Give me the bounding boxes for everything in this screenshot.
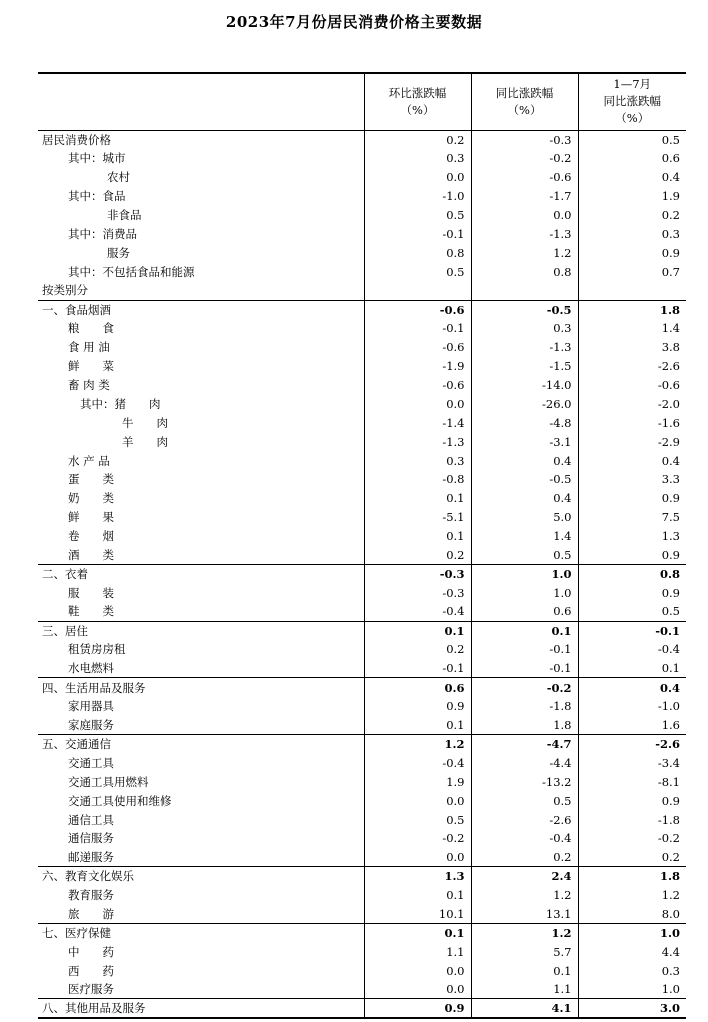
table-row [38,243,686,262]
row-label-cell [38,187,364,206]
value-yoy: -0.1 [471,659,578,678]
header-item-column [38,73,364,130]
header-ytd [578,73,686,130]
value-mom: 1.2 [364,735,471,754]
value-mom: -0.2 [364,829,471,848]
value-mom: -0.1 [364,224,471,243]
row-label: 农村 [107,170,130,185]
row-label: 医疗服务 [68,982,114,997]
row-label: 通信服务 [68,831,114,846]
value-mom: -0.8 [364,470,471,489]
row-label: 居民消费价格 [42,132,111,147]
row-label-cell [38,546,364,565]
value-ytd: 0.5 [578,130,686,149]
value-yoy: -0.3 [471,130,578,149]
value-yoy: -13.2 [471,772,578,791]
value-mom: 0.5 [364,810,471,829]
header-mom-line1: 环比涨跌幅 [388,85,447,100]
value-mom: 0.1 [364,489,471,508]
value-yoy: -0.2 [471,678,578,697]
value-mom: -1.9 [364,357,471,376]
value-ytd: 0.2 [578,206,686,225]
row-label-cell [38,149,364,168]
row-label: 七、医疗保健 [42,926,111,941]
table-row [38,394,686,413]
value-mom: -0.1 [364,659,471,678]
row-label-cell [38,678,364,697]
value-mom: 0.0 [364,168,471,187]
row-label: 服 装 [68,585,114,600]
table-row [38,470,686,489]
value-ytd: 0.9 [578,791,686,810]
value-mom: 0.5 [364,206,471,225]
table-row [38,149,686,168]
value-ytd: -2.0 [578,394,686,413]
value-mom: -5.1 [364,508,471,527]
row-label-cell [38,753,364,772]
value-yoy: 0.1 [471,961,578,980]
value-ytd: 0.4 [578,678,686,697]
row-label: 卷 烟 [68,529,114,544]
value-ytd: -8.1 [578,772,686,791]
header-ytd-line3: （%） [615,111,650,126]
table-row [38,659,686,678]
value-ytd: 1.3 [578,527,686,546]
table-row [38,224,686,243]
table-row [38,281,686,300]
row-label-cell [38,905,364,924]
row-label: 教育服务 [68,888,114,903]
value-ytd: -0.6 [578,376,686,395]
value-mom: 0.0 [364,848,471,867]
value-yoy: 0.6 [471,602,578,621]
value-mom: 0.5 [364,262,471,281]
row-label-cell [38,376,364,395]
value-ytd: -0.1 [578,621,686,640]
value-yoy: 0.8 [471,262,578,281]
value-yoy: -0.6 [471,168,578,187]
row-label-cell [38,867,364,886]
table-row [38,206,686,225]
value-ytd: 0.4 [578,168,686,187]
value-yoy: -4.4 [471,753,578,772]
row-label: 交通工具使用和维修 [68,793,172,808]
table-row [38,583,686,602]
table-row [38,262,686,281]
value-yoy: 5.0 [471,508,578,527]
value-yoy: -26.0 [471,394,578,413]
row-label-cell [38,621,364,640]
value-ytd: -2.6 [578,357,686,376]
value-yoy: 1.8 [471,716,578,735]
value-yoy: -0.5 [471,300,578,319]
header-yoy-line1: 同比涨跌幅 [495,85,554,100]
value-mom: 1.9 [364,772,471,791]
table-row [38,735,686,754]
value-mom: 0.0 [364,394,471,413]
row-label-cell [38,886,364,905]
value-yoy: 0.2 [471,848,578,867]
value-ytd: 4.4 [578,942,686,961]
value-yoy: 0.5 [471,546,578,565]
value-mom: 0.2 [364,130,471,149]
value-mom: 10.1 [364,905,471,924]
value-ytd: 0.8 [578,564,686,583]
row-label-cell [38,224,364,243]
value-yoy: -1.3 [471,338,578,357]
table-row [38,376,686,395]
row-label-cell [38,432,364,451]
value-yoy: 0.5 [471,791,578,810]
row-label: 粮 食 [68,321,114,336]
row-label: 酒 类 [68,547,114,562]
header-mom [364,73,471,130]
value-mom: 0.1 [364,923,471,942]
value-mom: 1.1 [364,942,471,961]
row-label-cell [38,508,364,527]
value-mom: 0.6 [364,678,471,697]
value-ytd: 3.8 [578,338,686,357]
header-yoy-line2: （%） [507,102,542,117]
value-ytd: -3.4 [578,753,686,772]
value-ytd: 3.3 [578,470,686,489]
table-header [38,73,686,130]
table-row [38,621,686,640]
value-yoy: -4.8 [471,413,578,432]
table-row [38,357,686,376]
row-label: 其中：不包括食品和能源 [68,264,195,279]
row-label: 水 产 品 [68,453,110,468]
value-mom: -0.6 [364,338,471,357]
row-label: 非食品 [107,208,142,222]
table-row [38,130,686,149]
value-ytd: 0.7 [578,262,686,281]
table-row [38,848,686,867]
value-ytd: 0.9 [578,489,686,508]
row-label-cell [38,300,364,319]
row-label-cell [38,394,364,413]
table-row [38,413,686,432]
row-label: 三、居住 [42,623,88,638]
table-row [38,640,686,659]
value-mom: 0.3 [364,149,471,168]
row-label: 水电燃料 [68,661,114,676]
value-mom: -1.0 [364,187,471,206]
value-yoy: 4.1 [471,999,578,1019]
row-label: 交通工具 [68,755,114,770]
table-row [38,942,686,961]
header-ytd-line1: 1—7月 [613,77,652,92]
value-yoy: -4.7 [471,735,578,754]
row-label: 旅 游 [68,906,114,921]
value-ytd: 1.8 [578,300,686,319]
value-mom [364,281,471,300]
row-label-cell [38,659,364,678]
row-label-cell [38,602,364,621]
value-mom: 0.9 [364,697,471,716]
row-label: 八、其他用品及服务 [42,1001,146,1016]
table-row [38,999,686,1019]
table-row [38,791,686,810]
row-label-cell [38,697,364,716]
value-ytd: 1.8 [578,867,686,886]
row-label: 交通工具用燃料 [68,774,149,789]
table-row [38,753,686,772]
cpi-table [38,72,686,1019]
row-label-cell [38,338,364,357]
value-ytd: -1.8 [578,810,686,829]
table-row [38,772,686,791]
value-mom: 0.1 [364,886,471,905]
row-label: 五、交通通信 [42,737,111,752]
row-label-cell [38,413,364,432]
row-label: 其中：猪 肉 [80,396,161,411]
value-ytd: 7.5 [578,508,686,527]
value-ytd: 1.9 [578,187,686,206]
value-mom: -0.3 [364,583,471,602]
value-mom: 0.3 [364,451,471,470]
row-label-cell [38,564,364,583]
value-mom: 0.2 [364,640,471,659]
row-label: 租赁房房租 [68,642,126,657]
value-yoy: -1.3 [471,224,578,243]
value-mom: 0.1 [364,527,471,546]
value-yoy: 0.4 [471,451,578,470]
row-label: 中 药 [68,944,114,959]
row-label: 按类别分 [42,283,88,298]
row-label-cell [38,470,364,489]
row-label-cell [38,735,364,754]
table-row [38,678,686,697]
row-label-cell [38,772,364,791]
value-mom: 0.1 [364,621,471,640]
table-row [38,432,686,451]
row-label-cell [38,206,364,225]
value-ytd: 1.4 [578,319,686,338]
value-yoy: -1.7 [471,187,578,206]
value-mom: 1.3 [364,867,471,886]
value-yoy: -0.1 [471,640,578,659]
value-yoy [471,281,578,300]
value-ytd: -2.9 [578,432,686,451]
table-row [38,451,686,470]
table-row [38,980,686,999]
value-yoy: -2.6 [471,810,578,829]
value-yoy: 13.1 [471,905,578,924]
row-label-cell [38,980,364,999]
value-ytd: 0.9 [578,583,686,602]
value-yoy: 1.2 [471,886,578,905]
row-label-cell [38,130,364,149]
value-yoy: -0.2 [471,149,578,168]
table-row [38,546,686,565]
value-yoy: 0.3 [471,319,578,338]
table-row [38,829,686,848]
value-mom: -0.4 [364,753,471,772]
row-label-cell [38,168,364,187]
value-ytd: 0.2 [578,848,686,867]
value-ytd: 1.2 [578,886,686,905]
table-row [38,602,686,621]
row-label: 其中：食品 [68,189,126,204]
value-yoy: 1.2 [471,243,578,262]
value-yoy: 2.4 [471,867,578,886]
row-label-cell [38,961,364,980]
row-label-cell [38,357,364,376]
row-label-cell [38,451,364,470]
table-row [38,886,686,905]
value-yoy: 1.1 [471,980,578,999]
value-mom: 0.2 [364,546,471,565]
row-label: 羊 肉 [122,434,168,449]
value-mom: -0.4 [364,602,471,621]
value-yoy: 1.0 [471,564,578,583]
value-yoy: -0.5 [471,470,578,489]
value-ytd: -1.6 [578,413,686,432]
table-row [38,905,686,924]
value-yoy: 5.7 [471,942,578,961]
row-label: 其中：消费品 [68,226,137,241]
value-ytd: 0.5 [578,602,686,621]
value-ytd: 0.1 [578,659,686,678]
row-label: 奶 类 [68,491,114,506]
row-label: 鲜 菜 [68,359,114,374]
value-ytd: -0.2 [578,829,686,848]
row-label-cell [38,999,364,1019]
row-label-cell [38,281,364,300]
table-row [38,489,686,508]
value-ytd: -1.0 [578,697,686,716]
value-yoy: -0.4 [471,829,578,848]
value-ytd: 0.9 [578,243,686,262]
row-label: 六、教育文化娱乐 [42,869,134,884]
value-yoy: -3.1 [471,432,578,451]
table-row [38,527,686,546]
value-ytd [578,281,686,300]
row-label-cell [38,583,364,602]
value-ytd: 0.4 [578,451,686,470]
row-label: 一、食品烟酒 [42,302,111,317]
value-mom: -1.4 [364,413,471,432]
value-ytd: 0.3 [578,224,686,243]
table-row [38,923,686,942]
row-label: 其中：城市 [68,151,126,166]
row-label: 邮递服务 [68,850,114,865]
row-label-cell [38,810,364,829]
header-ytd-line2: 同比涨跌幅 [603,94,661,109]
value-yoy: 0.4 [471,489,578,508]
table-row [38,187,686,206]
row-label: 家用器具 [68,699,114,714]
value-mom: 0.8 [364,243,471,262]
value-ytd: 0.3 [578,961,686,980]
row-label-cell [38,640,364,659]
table-body [38,130,686,1018]
row-label-cell [38,319,364,338]
row-label: 蛋 类 [68,472,114,487]
row-label: 通信工具 [68,812,114,827]
page-title: 2023年7月份居民消费价格主要数据 [225,13,483,31]
row-label-cell [38,489,364,508]
header-row [38,73,686,130]
table-row [38,338,686,357]
table-row [38,697,686,716]
row-label: 西 药 [68,963,114,978]
table-row [38,508,686,527]
header-mom-line2: （%） [400,102,435,117]
value-ytd: 1.6 [578,716,686,735]
value-ytd: 3.0 [578,999,686,1019]
value-mom: 0.9 [364,999,471,1019]
table-row [38,319,686,338]
value-ytd: -0.4 [578,640,686,659]
row-label-cell [38,848,364,867]
row-label: 食 用 油 [68,340,110,355]
value-yoy: -1.8 [471,697,578,716]
value-mom: -0.1 [364,319,471,338]
row-label: 家庭服务 [68,717,114,732]
value-ytd: 0.9 [578,546,686,565]
row-label-cell [38,262,364,281]
table-row [38,564,686,583]
table-row [38,867,686,886]
value-yoy: 1.0 [471,583,578,602]
row-label-cell [38,716,364,735]
row-label: 鞋 类 [68,604,114,619]
row-label-cell [38,527,364,546]
row-label: 鲜 果 [68,510,114,525]
value-mom: -1.3 [364,432,471,451]
value-ytd: 1.0 [578,980,686,999]
value-yoy: -1.5 [471,357,578,376]
value-yoy: -14.0 [471,376,578,395]
row-label-cell [38,829,364,848]
value-ytd: 8.0 [578,905,686,924]
row-label-cell [38,942,364,961]
table-row [38,300,686,319]
row-label: 畜 肉 类 [68,378,110,393]
row-label: 四、生活用品及服务 [42,680,146,695]
value-yoy: 0.1 [471,621,578,640]
table-row [38,168,686,187]
value-mom: 0.0 [364,791,471,810]
value-mom: -0.6 [364,300,471,319]
row-label-cell [38,243,364,262]
table-row [38,961,686,980]
value-ytd: 0.6 [578,149,686,168]
value-mom: -0.3 [364,564,471,583]
value-ytd: -2.6 [578,735,686,754]
row-label-cell [38,791,364,810]
table-row [38,810,686,829]
row-label-cell [38,923,364,942]
value-mom: 0.0 [364,980,471,999]
row-label: 二、衣着 [42,567,88,582]
value-yoy: 1.2 [471,923,578,942]
row-label: 牛 肉 [122,415,168,430]
header-yoy [471,73,578,130]
table-row [38,716,686,735]
value-yoy: 1.4 [471,527,578,546]
value-mom: 0.0 [364,961,471,980]
row-label: 服务 [107,245,130,260]
value-mom: -0.6 [364,376,471,395]
value-ytd: 1.0 [578,923,686,942]
value-yoy: 0.0 [471,206,578,225]
value-mom: 0.1 [364,716,471,735]
